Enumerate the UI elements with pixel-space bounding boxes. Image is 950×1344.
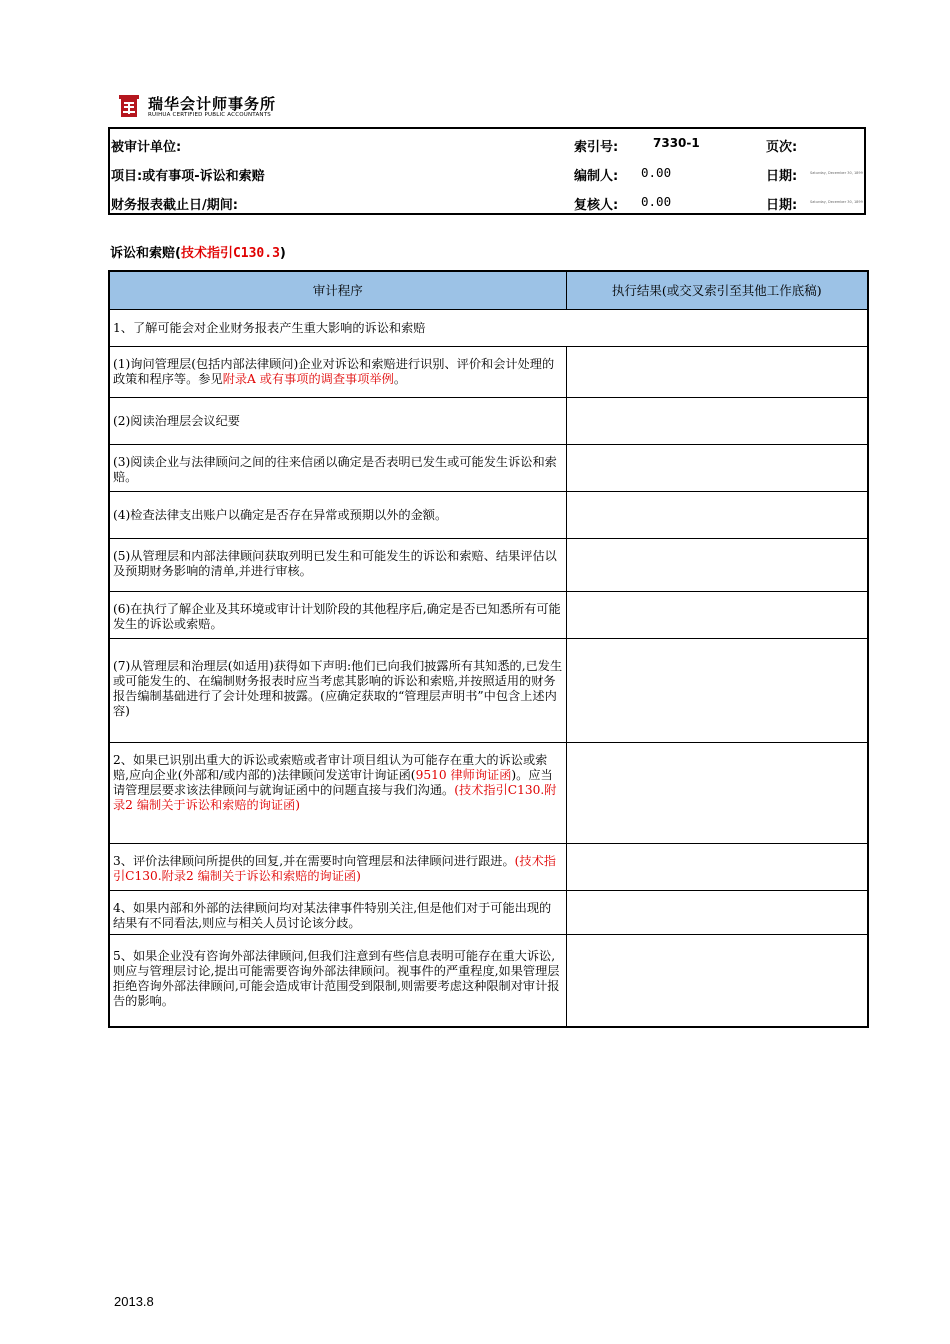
reviewer-label: 复核人: (574, 198, 619, 213)
col-header-procedure: 审计程序 (109, 271, 566, 310)
procedure-1-3: (3)阅读企业与法律顾问之间的往来信函以确定是否表明已发生或可能发生诉讼和索赔。 (109, 445, 566, 492)
procedure-1-2: (2)阅读治理层会议纪要 (109, 398, 566, 445)
table-row (109, 639, 868, 743)
table-row (109, 891, 868, 935)
table-row (109, 398, 868, 445)
result-cell[interactable] (566, 743, 868, 844)
procedure-2-text-b: )。应当请管理层要求该法律顾问与就询证函中的问题直接与我们沟通。 (113, 768, 553, 797)
guideline-c130-appendix2-link[interactable]: (技术指引C130.附录2 编制关于诉讼和索赔的询证函) (113, 783, 557, 812)
procedure-1-5: (5)从管理层和内部法律顾问获取列明已发生和可能发生的诉讼和索赔、结果评估以及预期财务影响的清单,并进行审核。 (109, 539, 566, 592)
index-value: 7330-1 (653, 136, 700, 150)
table-row (109, 743, 868, 844)
firm-emblem-icon (118, 94, 140, 120)
footer-version: 2013.8 (114, 1294, 154, 1309)
table-row (109, 592, 868, 639)
appendix-a-link[interactable]: 附录A 或有事项的调查事项举例 (222, 372, 394, 386)
result-cell[interactable] (566, 539, 868, 592)
result-cell[interactable] (566, 891, 868, 935)
period-label: 财务报表截止日/期间: (111, 198, 238, 213)
result-cell[interactable] (566, 445, 868, 492)
table-row (109, 310, 868, 347)
section-title-prefix: 诉讼和索赔( (110, 246, 181, 261)
date-value-1: Saturday, December 30, 1899 (810, 171, 863, 175)
procedure-1-4: (4)检查法律支出账户以确定是否存在异常或预期以外的金额。 (109, 492, 566, 539)
table-row (109, 539, 868, 592)
audit-procedures-table (108, 270, 869, 1028)
date-value-2: Saturday, December 30, 1899 (810, 200, 863, 204)
table-row (109, 445, 868, 492)
procedure-5: 5、如果企业没有咨询外部法律顾问,但我们注意到有些信息表明可能存在重大诉讼,则应与管理层讨论,提出可能需要咨询外部法律顾问。视事件的严重程度,如果管理层拒绝咨询外部法律顾问,可能会造成审计范围受到限制,则需要考虑这种限制对审计报告的影响。 (109, 935, 566, 1027)
result-cell[interactable] (566, 592, 868, 639)
section-title (110, 242, 286, 261)
procedure-2-text: 2、如果已识别出重大的诉讼或索赔或者审计项目组认为可能存在重大的诉讼或索赔,应向企业(外部和/或内部的)法律顾问发送审计询证函( (113, 753, 548, 782)
procedure-1-7: (7)从管理层和治理层(如适用)获得如下声明:他们已向我们披露所有其知悉的,已发生或可能发生的、在编制财务报表时应当考虑其影响的诉讼和索赔,并按照适用的财务报告编制基础进行了会计处理和披露。(应确定获取的“管理层声明书”中包含上述内容) (109, 639, 566, 743)
table-row (109, 844, 868, 891)
guideline-c130-appendix2-link-2[interactable]: (技术指引C130.附录2 编制关于诉讼和索赔的询证函) (113, 854, 556, 883)
header-row-2 (110, 158, 864, 187)
index-label: 索引号: (574, 140, 619, 155)
procedure-1: 1、了解可能会对企业财务报表产生重大影响的诉讼和索赔 (109, 310, 868, 347)
header-info-box (108, 127, 866, 215)
col-header-result: 执行结果(或交叉索引至其他工作底稿) (566, 271, 868, 310)
result-cell[interactable] (566, 639, 868, 743)
date-label-1: 日期: (766, 169, 798, 184)
procedure-1-1-text: (1)询问管理层(包括内部法律顾问)企业对诉讼和索赔进行识别、评价和会计处理的政策和程序等。参见 (113, 357, 555, 386)
procedure-3-text: 3、评价法律顾问所提供的回复,并在需要时向管理层和法律顾问进行跟进。 (113, 854, 515, 868)
procedure-3 (109, 844, 566, 891)
procedure-2 (109, 743, 566, 844)
table-row (109, 935, 868, 1027)
table-row (109, 347, 868, 398)
firm-name-en: RUIHUA CERTIFIED PUBLIC ACCOUNTANTS (148, 112, 271, 118)
firm-logo (118, 93, 298, 121)
result-cell[interactable] (566, 347, 868, 398)
result-cell[interactable] (566, 492, 868, 539)
result-cell[interactable] (566, 398, 868, 445)
procedure-1-1 (109, 347, 566, 398)
date-label-2: 日期: (766, 198, 798, 213)
section-title-suffix: ) (279, 246, 286, 261)
lawyer-confirmation-link[interactable]: 9510 律师询证函 (415, 768, 512, 782)
section-title-ref: 技术指引C130.3 (180, 246, 280, 261)
firm-name-cn: 瑞华会计师事务所 (148, 95, 277, 113)
result-cell[interactable] (566, 935, 868, 1027)
header-row-3 (110, 187, 864, 216)
auditee-label: 被审计单位: (111, 140, 182, 155)
procedure-4: 4、如果内部和外部的法律顾问均对某法律事件特别关注,但是他们对于可能出现的结果有不同看法,则应与相关人员讨论该分歧。 (109, 891, 566, 935)
table-row (109, 492, 868, 539)
preparer-value: 0.00 (641, 165, 672, 180)
project-label: 项目:或有事项-诉讼和索赔 (111, 169, 265, 184)
procedure-1-6: (6)在执行了解企业及其环境或审计计划阶段的其他程序后,确定是否已知悉所有可能发生的诉讼或索赔。 (109, 592, 566, 639)
table-header-row (109, 271, 868, 310)
preparer-label: 编制人: (574, 169, 619, 184)
reviewer-value: 0.00 (641, 194, 672, 209)
result-cell[interactable] (566, 844, 868, 891)
header-row-1 (110, 129, 864, 158)
page-label: 页次: (766, 140, 798, 155)
procedure-1-1-end: 。 (393, 372, 406, 386)
